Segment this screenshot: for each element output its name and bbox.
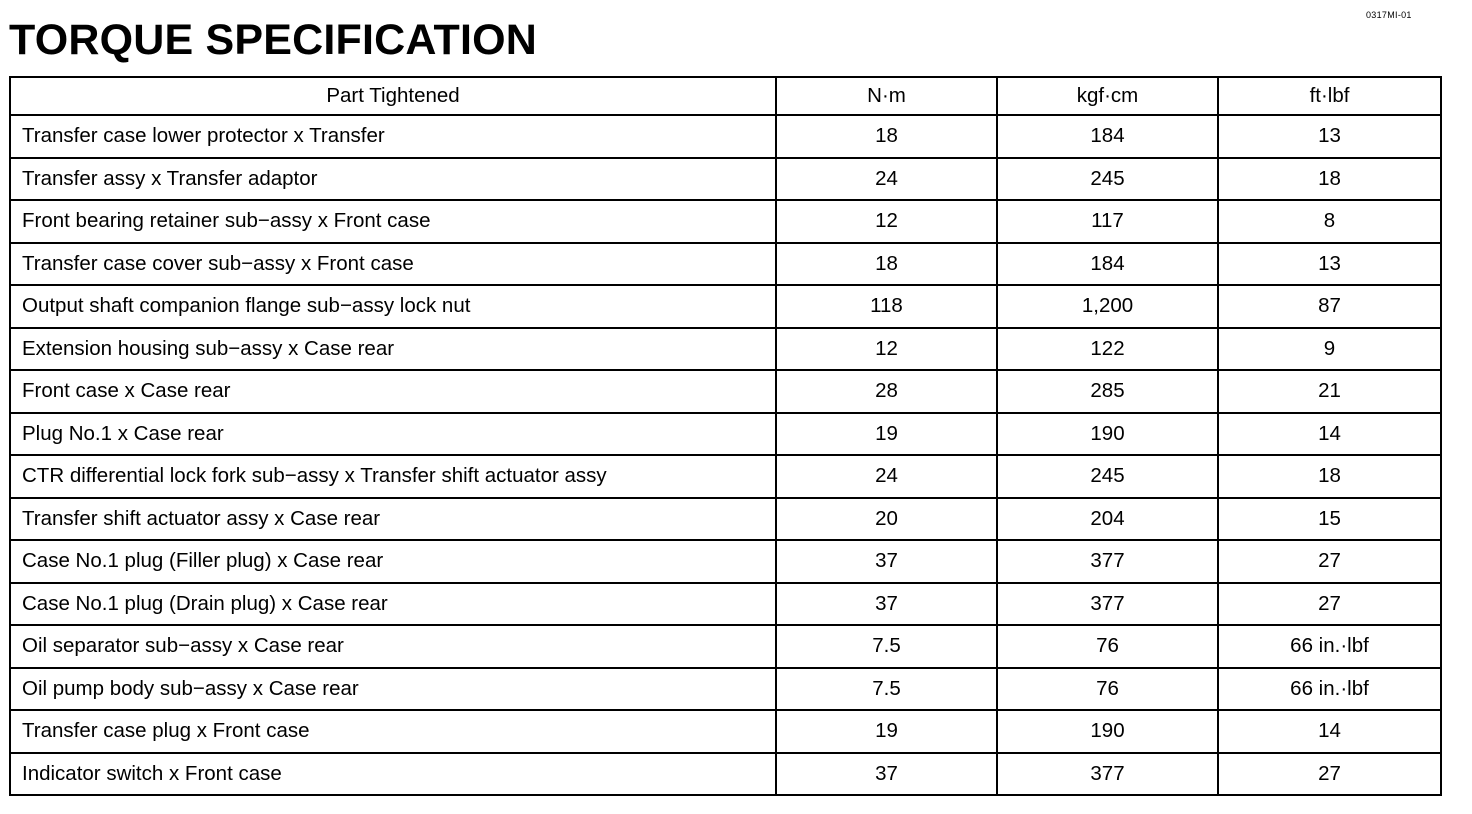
kgf-cm-cell: 377: [997, 583, 1218, 626]
part-cell: Oil pump body sub−assy x Case rear: [10, 668, 776, 711]
table-row: [10, 158, 1441, 201]
kgf-cm-cell: 377: [997, 540, 1218, 583]
table-row: [10, 583, 1441, 626]
torque-spec-table: [9, 76, 1442, 796]
nm-cell: 24: [776, 455, 997, 498]
nm-cell: 28: [776, 370, 997, 413]
table-row: [10, 200, 1441, 243]
kgf-cm-cell: 122: [997, 328, 1218, 371]
ft-lbf-cell: 18: [1218, 158, 1441, 201]
part-cell: CTR differential lock fork sub−assy x Transfer shift actuator assy: [10, 455, 776, 498]
part-cell: Indicator switch x Front case: [10, 753, 776, 796]
ft-lbf-cell: 27: [1218, 540, 1441, 583]
ft-lbf-cell: 14: [1218, 710, 1441, 753]
kgf-cm-cell: 245: [997, 158, 1218, 201]
kgf-cm-cell: 117: [997, 200, 1218, 243]
nm-cell: 20: [776, 498, 997, 541]
header-part-tightened: Part Tightened: [10, 77, 776, 115]
ft-lbf-cell: 14: [1218, 413, 1441, 456]
kgf-cm-cell: 245: [997, 455, 1218, 498]
kgf-cm-cell: 285: [997, 370, 1218, 413]
part-cell: Output shaft companion flange sub−assy lock nut: [10, 285, 776, 328]
ft-lbf-cell: 8: [1218, 200, 1441, 243]
nm-cell: 12: [776, 328, 997, 371]
table-row: [10, 285, 1441, 328]
table-row: [10, 413, 1441, 456]
header-ft-lbf: ft·lbf: [1218, 77, 1441, 115]
part-cell: Extension housing sub−assy x Case rear: [10, 328, 776, 371]
table-row: [10, 753, 1441, 796]
ft-lbf-cell: 27: [1218, 753, 1441, 796]
kgf-cm-cell: 76: [997, 625, 1218, 668]
nm-cell: 7.5: [776, 668, 997, 711]
nm-cell: 18: [776, 115, 997, 158]
nm-cell: 37: [776, 753, 997, 796]
ft-lbf-cell: 66 in.·lbf: [1218, 625, 1441, 668]
header-row: [10, 77, 1441, 115]
ft-lbf-cell: 9: [1218, 328, 1441, 371]
table-row: [10, 243, 1441, 286]
ft-lbf-cell: 21: [1218, 370, 1441, 413]
kgf-cm-cell: 184: [997, 243, 1218, 286]
part-cell: Transfer shift actuator assy x Case rear: [10, 498, 776, 541]
nm-cell: 37: [776, 583, 997, 626]
part-cell: Transfer assy x Transfer adaptor: [10, 158, 776, 201]
nm-cell: 19: [776, 413, 997, 456]
ft-lbf-cell: 15: [1218, 498, 1441, 541]
kgf-cm-cell: 190: [997, 710, 1218, 753]
ft-lbf-cell: 66 in.·lbf: [1218, 668, 1441, 711]
nm-cell: 24: [776, 158, 997, 201]
table-row: [10, 710, 1441, 753]
nm-cell: 37: [776, 540, 997, 583]
ft-lbf-cell: 18: [1218, 455, 1441, 498]
document-code: 0317MI-01: [1366, 10, 1412, 20]
part-cell: Oil separator sub−assy x Case rear: [10, 625, 776, 668]
nm-cell: 7.5: [776, 625, 997, 668]
page-title: TORQUE SPECIFICATION: [9, 16, 537, 64]
table-body: [10, 115, 1441, 795]
table-row: [10, 625, 1441, 668]
header-kgf-cm: kgf·cm: [997, 77, 1218, 115]
table-row: [10, 370, 1441, 413]
ft-lbf-cell: 87: [1218, 285, 1441, 328]
part-cell: Front bearing retainer sub−assy x Front case: [10, 200, 776, 243]
table-row: [10, 115, 1441, 158]
kgf-cm-cell: 1,200: [997, 285, 1218, 328]
kgf-cm-cell: 184: [997, 115, 1218, 158]
ft-lbf-cell: 27: [1218, 583, 1441, 626]
nm-cell: 12: [776, 200, 997, 243]
kgf-cm-cell: 377: [997, 753, 1218, 796]
part-cell: Transfer case cover sub−assy x Front case: [10, 243, 776, 286]
table-row: [10, 455, 1441, 498]
part-cell: Case No.1 plug (Drain plug) x Case rear: [10, 583, 776, 626]
nm-cell: 118: [776, 285, 997, 328]
kgf-cm-cell: 76: [997, 668, 1218, 711]
part-cell: Front case x Case rear: [10, 370, 776, 413]
kgf-cm-cell: 190: [997, 413, 1218, 456]
table-row: [10, 668, 1441, 711]
table-header: [10, 77, 1441, 115]
part-cell: Plug No.1 x Case rear: [10, 413, 776, 456]
table-row: [10, 328, 1441, 371]
part-cell: Transfer case lower protector x Transfer: [10, 115, 776, 158]
ft-lbf-cell: 13: [1218, 243, 1441, 286]
part-cell: Transfer case plug x Front case: [10, 710, 776, 753]
kgf-cm-cell: 204: [997, 498, 1218, 541]
header-nm: N·m: [776, 77, 997, 115]
table-row: [10, 498, 1441, 541]
ft-lbf-cell: 13: [1218, 115, 1441, 158]
nm-cell: 18: [776, 243, 997, 286]
nm-cell: 19: [776, 710, 997, 753]
table-row: [10, 540, 1441, 583]
part-cell: Case No.1 plug (Filler plug) x Case rear: [10, 540, 776, 583]
